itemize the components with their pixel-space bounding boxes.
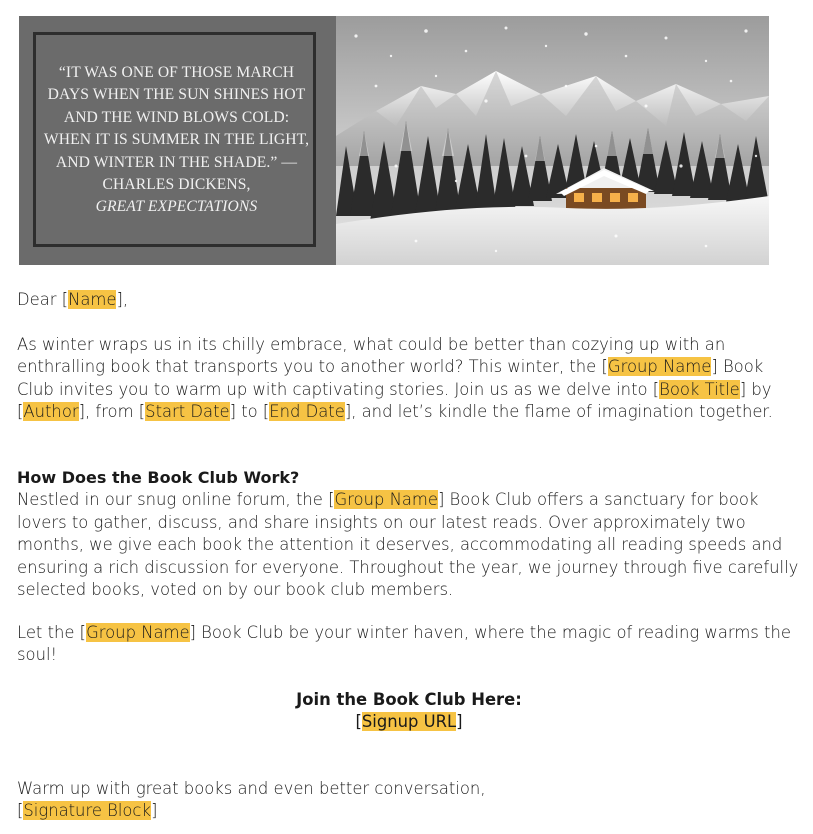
intro-text-3: ] by [ — [17, 379, 772, 422]
intro-text-1: As winter wraps us in its chilly embrace, what could be better than cozying up with an enthralling book that transports you to another world? This winter, the [ — [17, 335, 726, 377]
intro-text-5: ] to [ — [229, 402, 270, 422]
group-name-placeholder: Group Name — [86, 623, 190, 642]
intro-text-4: ], from [ — [78, 402, 146, 422]
signature-bracket-close: ] — [150, 801, 158, 821]
quote-book-title: GREAT EXPECTATIONS — [95, 198, 258, 216]
greeting-suffix: ], — [116, 290, 129, 309]
greeting-prefix: Dear [ — [17, 290, 69, 309]
dickens-quote — [41, 62, 312, 219]
book-title-placeholder: Book Title — [659, 379, 740, 399]
group-name-placeholder: Group Name — [607, 357, 712, 377]
closing-line: Warm up with great books and even better conversation, — [17, 779, 486, 798]
how-text-1: Nestled in our snug online forum, the [ — [17, 490, 335, 510]
join-heading: Join the Book Club Here: — [296, 690, 522, 709]
quote-panel — [19, 16, 336, 265]
how-section — [17, 467, 801, 601]
author-placeholder: Author — [23, 402, 79, 422]
greeting — [17, 289, 801, 311]
haven-paragraph — [17, 622, 801, 667]
name-placeholder: Name — [68, 290, 117, 309]
quote-text: “IT WAS ONE OF THOSE MARCH DAYS WHEN THE SUN SHINES HOT AND THE WIND BLOWS COLD: WHEN IT IS SUMMER IN THE LIGHT, AND WINTER IN THE SHADE.” —CHARLES DICKENS, — [43, 64, 310, 194]
signup-bracket-open: [ — [355, 712, 362, 732]
start-date-placeholder: Start Date — [145, 402, 230, 422]
signature-block-placeholder: Signature Block — [23, 801, 151, 821]
how-heading: How Does the Book Club Work? — [17, 468, 300, 487]
end-date-placeholder: End Date — [269, 402, 345, 422]
header-banner — [19, 16, 769, 265]
signup-url-placeholder[interactable]: Signup URL — [361, 712, 457, 732]
haven-text-1: Let the [ — [17, 623, 87, 642]
snowy-cabin-mountains-icon — [336, 16, 769, 265]
intro-paragraph — [17, 334, 801, 424]
join-section — [17, 689, 801, 734]
signup-bracket-close: ] — [456, 712, 463, 732]
closing-section — [17, 778, 801, 823]
intro-text-2: ] Book Club invites you to warm up with captivating stories. Join us as we delve into [ — [17, 357, 764, 399]
group-name-placeholder: Group Name — [334, 490, 438, 510]
how-text-2: ] Book Club offers a sanctuary for book lovers to gather, discuss, and share insights on our latest reads. Over approximately two months, we give each book the attention it deserves, accommodating all reading speeds and ensuring a rich discussion for everyone. Throughout the year, we journey through five carefully selected books, voted on by our book club members. — [17, 490, 799, 600]
signature-bracket-open: [ — [17, 801, 24, 821]
haven-text-2: ] Book Club be your winter haven, where the magic of reading warms the soul! — [17, 623, 791, 665]
intro-text-6: ], and let’s kindle the flame of imagination together. — [344, 402, 773, 422]
